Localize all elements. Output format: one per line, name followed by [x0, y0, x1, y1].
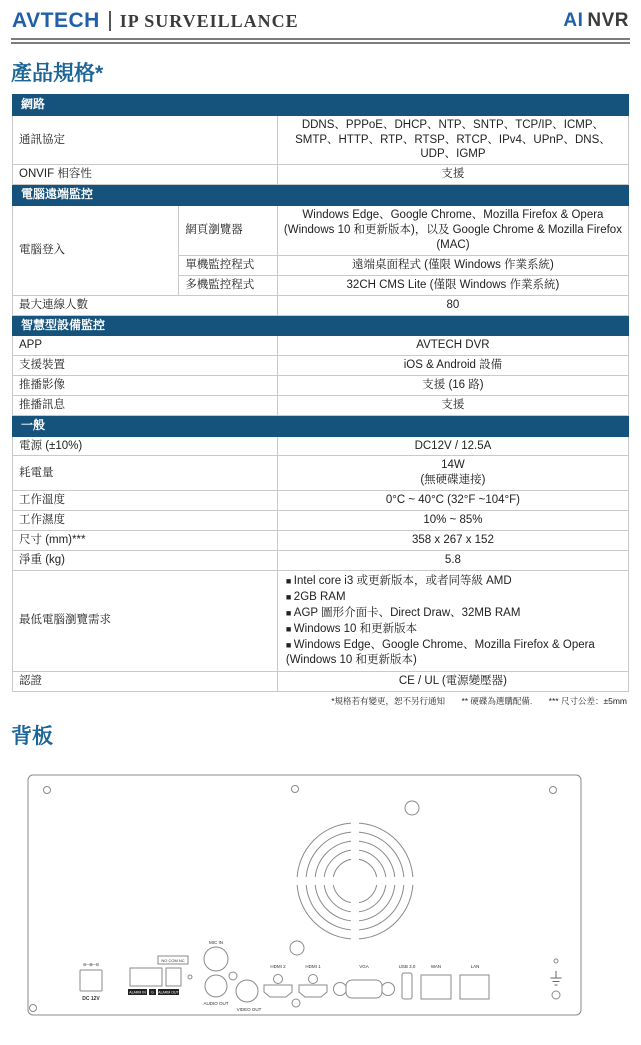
- avtech-logo: AVTECH: [12, 9, 100, 32]
- table-row: [13, 395, 629, 415]
- spec-table: [12, 94, 629, 692]
- max-connections-label: 最大連線人數: [13, 295, 278, 315]
- table-row: [13, 295, 629, 315]
- vga-label: VGA: [359, 963, 369, 969]
- min-requirements-label: 最低電腦瀏覽需求: [13, 571, 278, 672]
- wan-label: WAN: [430, 963, 442, 969]
- table-row: [13, 671, 629, 691]
- spec-title: 產品規格*: [11, 62, 104, 85]
- consumption-label: 耗電量: [13, 456, 278, 491]
- spec-table-wrap: [12, 94, 629, 692]
- double-rule: [11, 38, 630, 44]
- table-row: [13, 356, 629, 376]
- ai-logo: AI: [563, 10, 584, 31]
- table-row: [13, 531, 629, 551]
- list-item: ■ AGP 圖形介面卡、Direct Draw、32MB RAM: [286, 606, 622, 621]
- footnote-3: *** 尺寸公差：±5mm: [548, 695, 627, 706]
- vga-ear: [382, 982, 395, 995]
- ai-nvr-badge: [563, 10, 629, 32]
- pc-login-label: 電腦登入: [13, 205, 179, 295]
- back-panel-title: 背板: [11, 724, 53, 748]
- multi-monitor-label: 多機監控程式: [179, 275, 278, 295]
- supported-device-label: 支援裝置: [13, 356, 278, 376]
- min-requirements-value: [277, 571, 628, 672]
- table-row: [13, 205, 629, 255]
- usb-port: [402, 973, 412, 999]
- browser-label: 網頁瀏覽器: [179, 205, 278, 255]
- weight-value: 5.8: [277, 551, 628, 571]
- onvif-value: 支援: [277, 165, 628, 185]
- footnote-1: *規格若有變更，恕不另行通知: [331, 695, 446, 706]
- app-label: APP: [13, 336, 278, 356]
- vga-port: [346, 980, 382, 998]
- push-message-label: 推播訊息: [13, 395, 278, 415]
- nvr-label: NVR: [587, 10, 629, 31]
- dimensions-value: 358 x 267 x 152: [277, 531, 628, 551]
- lan-label: LAN: [470, 963, 480, 969]
- table-row: [13, 376, 629, 396]
- footnote-2: ** 硬碟為選購配備.: [461, 695, 533, 706]
- header-divider: [109, 11, 111, 31]
- hdmi2-label: HDMI 2: [270, 963, 286, 969]
- dc-polarity-icon: ⊖–⊕–⊖: [82, 961, 100, 967]
- app-value: AVTECH DVR: [277, 336, 628, 356]
- power-label: 電源 (±10%): [13, 436, 278, 456]
- section-smart-device: 智慧型設備監控: [13, 315, 629, 336]
- list-item: ■ Intel core i3 或更新版本，或者同等級 AMD: [286, 574, 622, 589]
- alarm-in-label: ALARM IN: [129, 990, 146, 995]
- consumption-line2: (無硬碟連接): [420, 474, 486, 487]
- io-block-label: NO COM NC: [161, 957, 185, 963]
- hdmi2-port: [264, 985, 292, 997]
- video-out-label: VIDEO OUT: [236, 1006, 262, 1012]
- temperature-label: 工作溫度: [13, 491, 278, 511]
- min-requirements-list: [284, 574, 622, 668]
- list-item: ■ Windows Edge、Google Chrome、Mozilla Firefox & Opera (Windows 10 和更新版本): [286, 638, 622, 668]
- protocol-value: DDNS、PPPoE、DHCP、NTP、SNTP、TCP/IP、ICMP、SMTP、HTTP、RTP、RTSP、RTCP、IPv4、UPnP、DNS、UDP、IGMP: [277, 115, 628, 165]
- dimensions-label: 尺寸 (mm)***: [13, 531, 278, 551]
- humidity-label: 工作濕度: [13, 511, 278, 531]
- section-pc-remote: 電腦遠端監控: [13, 185, 629, 206]
- protocol-label: 通訊協定: [13, 115, 278, 165]
- hdmi1-port: [299, 985, 327, 997]
- back-panel-diagram: [0, 757, 641, 1045]
- table-row: [13, 165, 629, 185]
- table-row: [13, 551, 629, 571]
- vga-ear: [334, 982, 347, 995]
- consumption-line1: 14W: [441, 459, 465, 472]
- panel-outline: [28, 775, 581, 1015]
- table-row: [13, 491, 629, 511]
- temperature-value: 0°C ~ 40°C (32°F ~104°F): [277, 491, 628, 511]
- product-line-title: IP SURVEILLANCE: [119, 10, 299, 31]
- alarm-gnd-label: G: [151, 990, 154, 995]
- multi-monitor-value: 32CH CMS Lite (僅限 Windows 作業系統): [277, 275, 628, 295]
- push-video-value: 支援 (16 路): [277, 376, 628, 396]
- section-general: 一般: [13, 415, 629, 436]
- page-header: [0, 0, 641, 38]
- table-row: [13, 571, 629, 672]
- table-row: [13, 436, 629, 456]
- audio-out-label: AUDIO OUT: [203, 1000, 229, 1006]
- table-row: [13, 511, 629, 531]
- browser-value: Windows Edge、Google Chrome、Mozilla Firefox & Opera (Windows 10 和更新版本)，以及 Google Chrome & Mozilla Firefox (MAC): [277, 205, 628, 255]
- alarm-out-label: ALARM OUT: [158, 990, 179, 995]
- list-item: ■ Windows 10 和更新版本: [286, 622, 622, 637]
- table-row: [13, 115, 629, 165]
- onvif-label: ONVIF 相容性: [13, 165, 278, 185]
- power-value: DC12V / 12.5A: [277, 436, 628, 456]
- wan-port: [421, 975, 451, 999]
- table-row: [13, 336, 629, 356]
- section-network: 網路: [13, 95, 629, 116]
- list-item: ■ 2GB RAM: [286, 590, 622, 605]
- certification-label: 認證: [13, 671, 278, 691]
- max-connections-value: 80: [277, 295, 628, 315]
- supported-device-value: iOS & Android 設備: [277, 356, 628, 376]
- single-monitor-label: 單機監控程式: [179, 255, 278, 275]
- certification-value: CE / UL (電源變壓器): [277, 671, 628, 691]
- hdmi1-label: HDMI 1: [305, 963, 321, 969]
- usb-label: USB 3.0: [398, 963, 416, 969]
- push-video-label: 推播影像: [13, 376, 278, 396]
- push-message-value: 支援: [277, 395, 628, 415]
- dc-label: DC 12V: [82, 995, 100, 1002]
- consumption-value: [277, 456, 628, 491]
- mic-in-label: MIC IN: [209, 939, 223, 945]
- humidity-value: 10% ~ 85%: [277, 511, 628, 531]
- single-monitor-value: 遠端桌面程式 (僅限 Windows 作業系統): [277, 255, 628, 275]
- lan-port: [460, 975, 489, 999]
- table-row: [13, 456, 629, 491]
- footnotes: [0, 695, 627, 707]
- weight-label: 淨重 (kg): [13, 551, 278, 571]
